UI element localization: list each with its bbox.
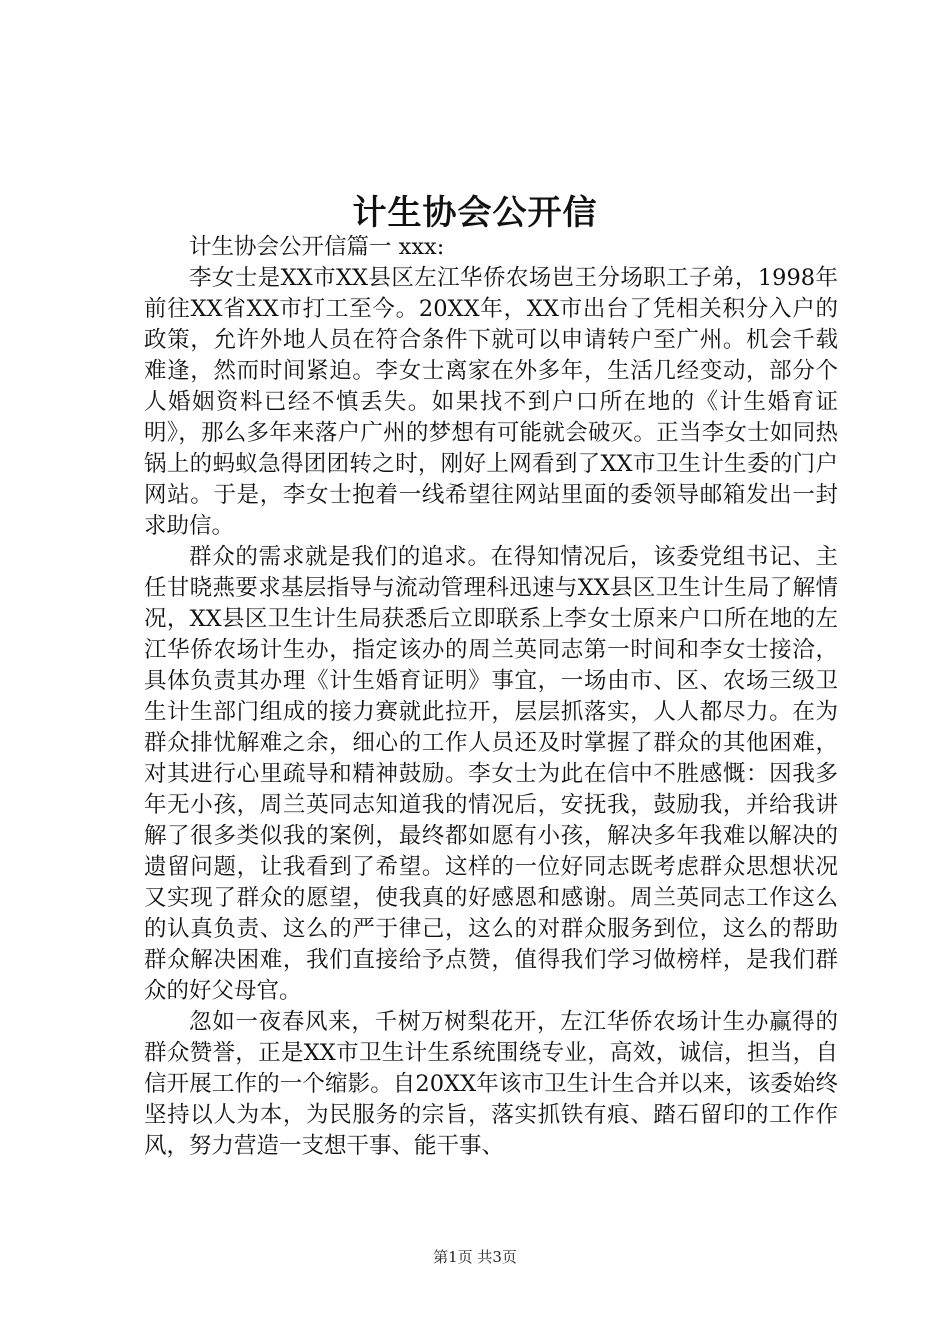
paragraph-3: 忽如一夜春风来，千树万树梨花开，左江华侨农场计生办赢得的群众赞誉，正是XX市卫生计生系统围绕专业，高效，诚信，担当，自信开展工作的一个缩影。自20XX年该市卫生计生合并以来，该委始终坚持以人为本，为民服务的宗旨，落实抓铁有痕、踏石留印的工作作风，努力营造一支想干事、能干事、 [144, 1009, 838, 1159]
page-number-footer: 第1页 共3页 [433, 1248, 517, 1266]
paragraph-1: 李女士是XX市XX县区左江华侨农场岜王分场职工子弟，1998年前往XX省XX市打工至今。20XX年，XX市出台了凭相关积分入户的政策，允许外地人员在符合条件下就可以申请转户至广州。机会千载难逢，然而时间紧迫。李女士离家在外多年，生活几经变动，部分个人婚姻资料已经不慎丢失。如果找不到户口所在地的《计生婚育证明》，那么多年来落户广州的梦想有可能就会破灭。正当李女士如同热锅上的蚂蚁急得团团转之时，刚好上网看到了XX市卫生计生委的门户网站。于是，李女士抱着一线希望往网站里面的委领导邮箱发出一封求助信。 [144, 265, 838, 539]
paragraph-greeting: 计生协会公开信篇一 xxx: [189, 234, 445, 260]
paragraph-2: 群众的需求就是我们的追求。在得知情况后，该委党组书记、主任甘晓燕要求基层指导与流动管理科迅速与XX县区卫生计生局了解情况，XX县区卫生计生局获悉后立即联系上李女士原来户口所在地的左江华侨农场计生办，指定该办的周兰英同志第一时间和李女士接洽，具体负责其办理《计生婚育证明》事宜，一场由市、区、农场三级卫生计生部门组成的接力赛就此拉开，层层抓落实，人人都尽力。在为群众排忧解难之余，细心的工作人员还及时掌握了群众的其他困难，对其进行心里疏导和精神鼓励。李女士为此在信中不胜感慨：因我多年无小孩，周兰英同志知道我的情况后，安抚我，鼓励我，并给我讲解了很多类似我的案例，最终都如愿有小孩，解决多年我难以解决的遗留问题，让我看到了希望。这样的一位好同志既考虑群众思想状况又实现了群众的愿望，使我真的好感恩和感谢。周兰英同志工作这么的认真负责、这么的严于律己，这么的对群众服务到位，这么的帮助群众解决困难，我们直接给予点赞，值得我们学习做榜样，是我们群众的好父母官。 [144, 544, 838, 1004]
document-body [144, 232, 838, 1162]
document-title: 计生协会公开信 [352, 193, 598, 233]
